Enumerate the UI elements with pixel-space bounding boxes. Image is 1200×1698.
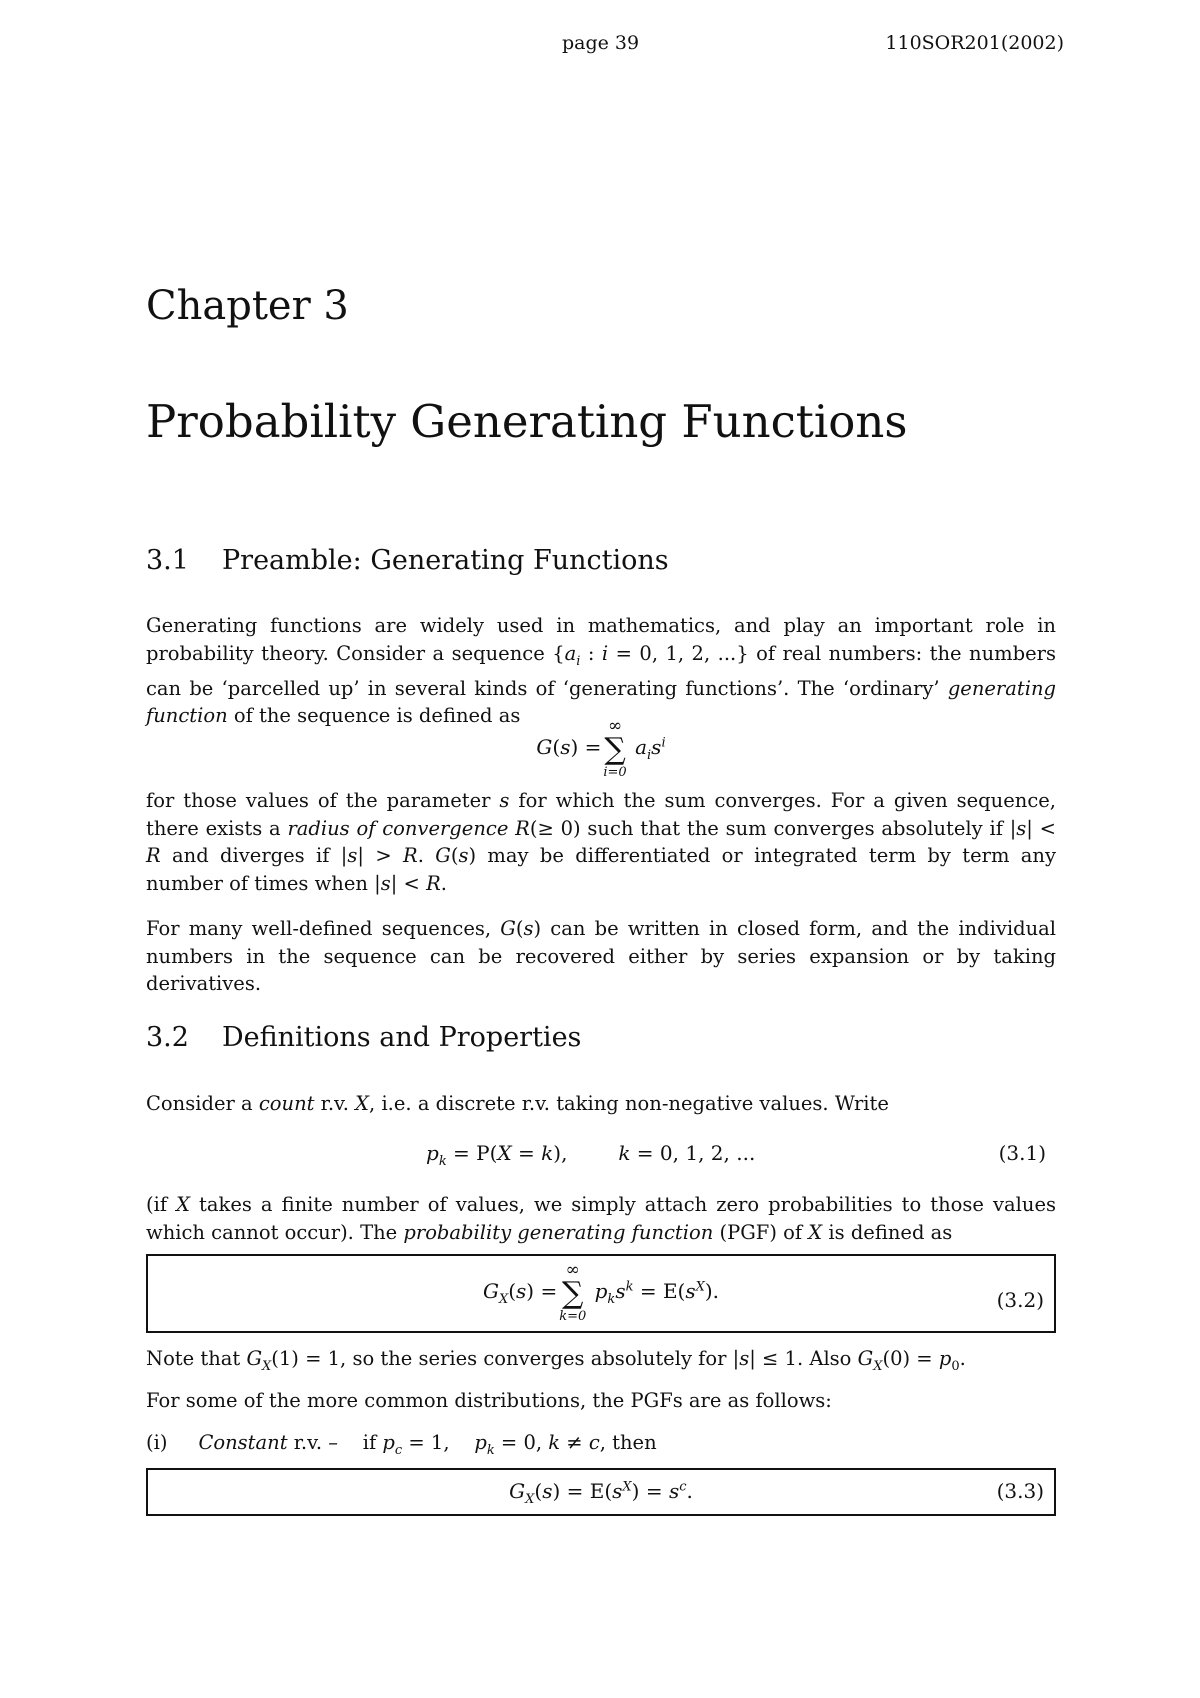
- section-title: Definitions and Properties: [222, 1022, 582, 1053]
- section-title: Preamble: Generating Functions: [222, 545, 669, 576]
- section-heading-3-2: [146, 1022, 581, 1053]
- equation-number: (3.2): [996, 1288, 1044, 1312]
- paragraph-closed-form: For many well-defined sequences, G(s) can be written in closed form, and the individual numbers in the sequence can be recovered either by series expansion or by taking derivatives.: [146, 917, 1056, 995]
- section-heading-3-1: [146, 545, 669, 576]
- list-item-constant: (i) Constant r.v. – if $p_c = 1$, $p_k = 0$, k ≠ c, then: [146, 1431, 657, 1458]
- boxed-equation-3-3: $G_X(s) = E(s^X) = s^c$. (3.3): [146, 1468, 1056, 1516]
- chapter-label: Chapter 3: [146, 283, 349, 329]
- paragraph-count-rv: Consider a count r.v. X, i.e. a discrete r.v. taking non-negative values. Write: [146, 1092, 889, 1115]
- equation-ordinary-gf: G(s) = ∞ ∑ i=0 $a_is^i$: [536, 716, 666, 780]
- section-number: 3.1: [146, 545, 189, 576]
- paragraph-note: Note that $G_X(1) = 1$, so the series converges absolutely for |s| ≤ 1. Also $G_X(0) = p_0$.: [146, 1347, 966, 1374]
- boxed-equation-3-2: $G_X(s)$ = ∞ ∑ k=0 $p_ks^k = E(s^X)$. (3.2): [146, 1254, 1056, 1333]
- equation-3-1: $p_k = P(X = k)$, k = 0, 1, 2, ... (3.1): [426, 1141, 1046, 1169]
- equation-number: (3.1): [998, 1141, 1046, 1165]
- paragraph-intro: Generating functions are widely used in mathematics, and play an important role in probability theory. Consider a sequence {$a_i$ : i = 0, 1, 2, ...} of real numbers: the numbers can be ‘parcelled up’ in several kinds of ‘generating functions’. The ‘ordinary’ generating function of the sequence is defined as: [146, 614, 1057, 728]
- chapter-title: Probability Generating Functions: [146, 395, 908, 448]
- section-number: 3.2: [146, 1022, 189, 1053]
- course-code: 110SOR201(2002): [885, 32, 1064, 54]
- paragraph-radius: for those values of the parameter s for which the sum converges. For a given sequence, there exists a radius of convergence R(≥ 0) such that the sum converges absolutely if |s| < R and diverges if |s| > R. G(s) may be differentiated or integrated term by term any number of times when |s| < R.: [146, 789, 1056, 895]
- paragraph-common: For some of the more common distributions, the PGFs are as follows:: [146, 1389, 832, 1412]
- paragraph-pgf-def: (if X takes a finite number of values, we simply attach zero probabilities to those values which cannot occur). The probability generating function (PGF) of X is defined as: [146, 1193, 1056, 1244]
- equation-number: (3.3): [996, 1479, 1044, 1503]
- page-number: page 39: [562, 32, 640, 54]
